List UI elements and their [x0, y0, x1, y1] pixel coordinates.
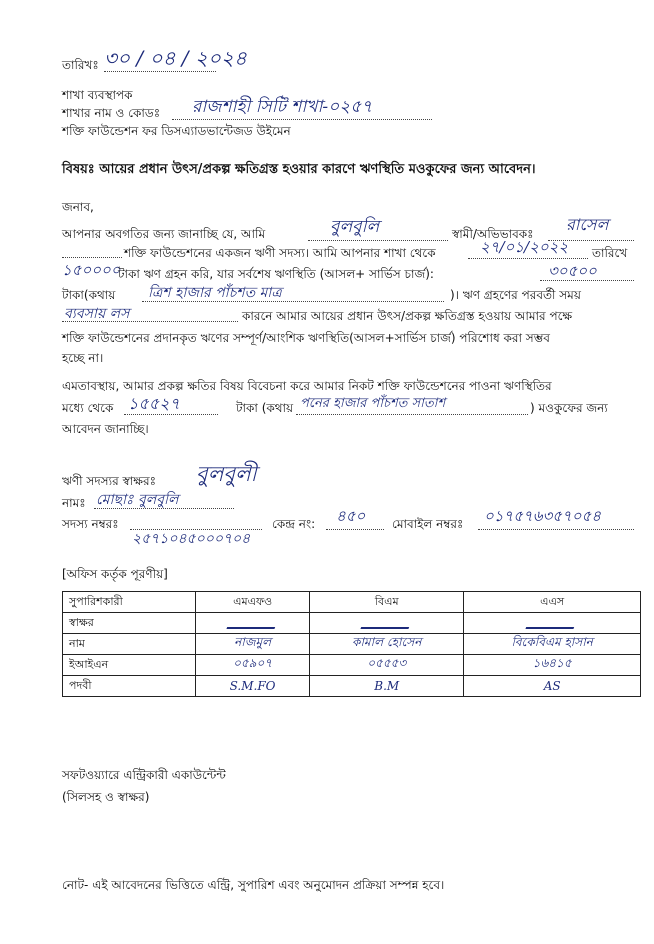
body-text: এমতাবস্থায়, আমার প্রকল্প ক্ষতির বিষয় বিবেচনা করে আমার নিকট শক্তি ফাউন্ডেশনের পাওনা ঋণস্থিতির — [62, 379, 552, 393]
date-label: তারিখঃ — [62, 58, 99, 72]
body-text: আপনার অবগতির জন্য জানাচ্ছি যে, আমি — [62, 227, 266, 241]
mobile-label: মোবাইল নম্বরঃ — [392, 517, 464, 531]
table-row — [63, 676, 641, 697]
table-row — [63, 655, 641, 676]
seal-label: (সিলসহ ও স্বাক্ষর) — [62, 790, 150, 804]
table-cell: নাজমুল — [196, 634, 310, 655]
table-cell: ০৫৯০৭ — [196, 655, 310, 676]
table-cell: AS — [464, 676, 641, 697]
table-header: সুপারিশকারী — [63, 592, 196, 613]
member-no-label: সদস্য নম্বরঃ — [62, 517, 119, 531]
row-label: নাম — [63, 634, 196, 655]
body-text: আবেদন জানাচ্ছি। — [62, 422, 149, 436]
mobile-no: ০১৭৫৭৬৩৫৭০৫৪ — [484, 507, 601, 525]
body-text: স্বামী/অভিভাবকঃ — [452, 227, 534, 241]
center-label: কেন্দ্র নং: — [272, 517, 316, 531]
loan-amount: ১৫০০০০ — [62, 261, 121, 279]
body-text: টাকা (কথায় — [236, 401, 294, 415]
body-text: হচ্ছে না। — [62, 351, 104, 365]
body-text: কারনে আমার আয়ের প্রধান উৎস/প্রকল্প ক্ষতিগ্রস্ত হওয়ায় আমার পক্ষে — [242, 309, 573, 323]
center-no: ৪৫০ — [336, 507, 366, 525]
loan-balance: ৩০৫০০ — [548, 262, 597, 280]
table-cell: ০৫৫৫৩ — [310, 655, 464, 676]
guardian-name: রাসেল — [566, 215, 609, 234]
member-signature: বুলবুলী — [196, 462, 257, 486]
body-text: শক্তি ফাউন্ডেশনের প্রদানকৃত ঋণের সম্পূর্ণ/আংশিক ঋণস্থিতি(আসল+সার্ভিস চার্জ) পরিশোধ করা সম্ভব — [62, 331, 550, 345]
table-cell: কামাল হোসেন — [310, 634, 464, 655]
member-name: মোছাঃ বুলবুলি — [96, 492, 179, 508]
office-caption: [অফিস কর্তৃক পূরণীয়] — [62, 567, 168, 581]
subject-line: বিষয়ঃ আয়ের প্রধান উৎস/প্রকল্প ক্ষতিগ্রস্ত হওয়ার কারণে ঋণস্থিতি মওকুফের জন্য আবেদন। — [62, 162, 536, 177]
date-value: ৩০ / ০৪ / ২০২৪ — [104, 46, 247, 70]
member-no: ২৫৭১০৪৫০০০৭০৪ — [132, 531, 251, 547]
body-text: টাকা ঋণ গ্রহন করি, যার সর্বশেষ ঋণস্থিতি (আসল+ সার্ভিস চার্জ): — [118, 267, 434, 281]
body-text: তারিখে — [592, 246, 628, 260]
body-text: )। ঋণ গ্রহণের পরবর্তী সময় — [450, 288, 581, 302]
signature-mark — [464, 613, 641, 634]
row-label: পদবী — [63, 676, 196, 697]
row-label: স্বাক্ষর — [63, 613, 196, 634]
waiver-amount: ১৫৫২৭ — [128, 394, 180, 413]
body-text: মধ্যে থেকে — [62, 401, 114, 415]
salutation: জনাব, — [62, 200, 94, 214]
table-header: বিএম — [310, 592, 464, 613]
body-text: ) মওকুফের জন্য — [530, 401, 608, 415]
body-text: টাকা(কথায় — [62, 288, 116, 302]
signature-mark — [310, 613, 464, 634]
branch-label: শাখার নাম ও কোডঃ — [62, 106, 161, 120]
accountant-label: সফটওয়্যারে এন্ট্রিকারী একাউন্টেন্ট — [62, 768, 226, 782]
waiver-amount-words: পনের হাজার পাঁচশত সাতাশ — [300, 396, 446, 411]
note-text: নোট- এই আবেদনের ভিত্তিতে এন্ট্রি, সুপারিশ এবং অনুমোদন প্রক্রিয়া সম্পন্ন হবে। — [62, 878, 445, 892]
table-row — [63, 634, 641, 655]
table-cell: B.M — [310, 676, 464, 697]
recipient-title: শাখা ব্যবস্থাপক — [62, 88, 133, 102]
table-header: এএস — [464, 592, 641, 613]
office-table — [62, 591, 641, 697]
loss-reason: ব্যবসায় লস — [64, 306, 130, 322]
org-name: শক্তি ফাউন্ডেশন ফর ডিসএ্যাডভান্টেজড উইমেন — [62, 124, 291, 138]
table-row — [63, 613, 641, 634]
loan-date: ২৭/০১/২০২২ — [480, 238, 569, 256]
row-label: ইআইএন — [63, 655, 196, 676]
balance-in-words: ত্রিশ হাজার পাঁচশত মাত্র — [148, 285, 282, 301]
table-cell: ১৬৪১৫ — [464, 655, 641, 676]
table-cell: S.M.FO — [196, 676, 310, 697]
member-sign-label: ঋণী সদস্যর স্বাক্ষরঃ — [62, 474, 156, 488]
member-name-label: নামঃ — [62, 496, 86, 510]
body-text: শক্তি ফাউন্ডেশনের একজন ঋণী সদস্য। আমি আপনার শাখা থেকে — [124, 246, 436, 260]
branch-value: রাজশাহী সিটি শাখা-০২৫৭ — [192, 97, 373, 117]
table-header-row — [63, 592, 641, 613]
table-header: এমএফও — [196, 592, 310, 613]
applicant-name: বুলবুলি — [330, 217, 380, 237]
signature-mark — [196, 613, 310, 634]
table-cell: বিকেবিএম হাসান — [464, 634, 641, 655]
